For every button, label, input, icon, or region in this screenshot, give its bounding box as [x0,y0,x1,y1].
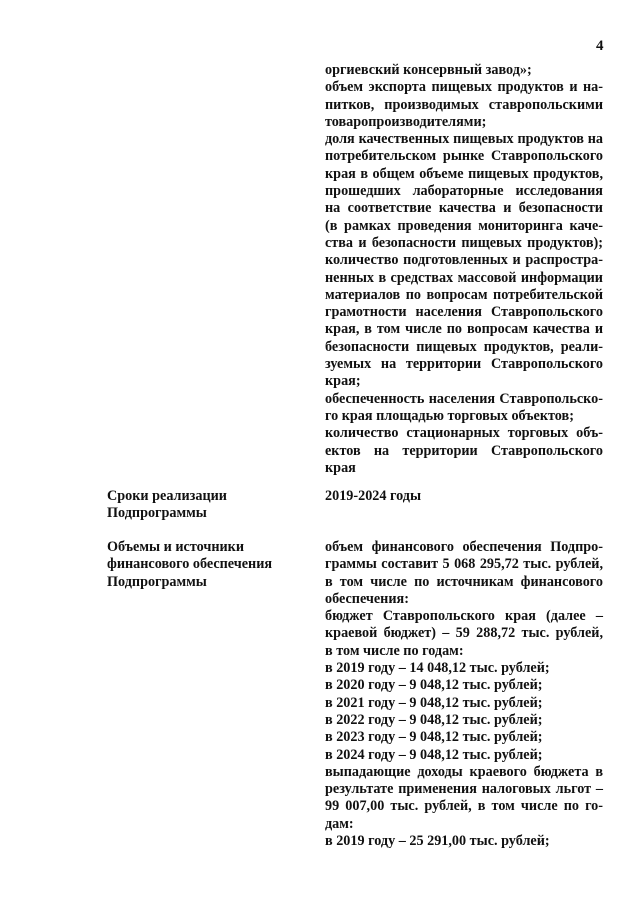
funding-text-block [325,539,603,850]
period-label [107,488,317,523]
text-line: потребительском рынке Ставропольского [325,148,603,165]
text-line: ектов на территории Ставропольского [325,442,603,459]
period-label-line: Подпрограммы [107,505,207,522]
text-line: грамотности населения Ставропольского [325,304,603,321]
funding-line: в том числе по годам: [325,642,464,659]
funding-line: в 2023 году – 9 048,12 тыс. рублей; [325,729,543,746]
funding-line: в 2019 году – 14 048,12 тыс. рублей; [325,660,550,677]
funding-line: 99 007,00 тыс. рублей, в том числе по го- [325,798,603,815]
funding-label-line: Объемы и источники [107,539,245,555]
text-line: края [325,459,356,476]
text-line: на соответствие качества и безопасности [325,200,603,217]
funding-line: результате применения налоговых льгот – [325,781,603,798]
indicators-text-block [325,62,603,477]
text-line: питков, производимых ставропольскими [325,96,603,113]
text-line: обеспеченность населения Ставропольско- [325,390,603,407]
funding-line: в 2020 году – 9 048,12 тыс. рублей; [325,677,543,694]
funding-line: дам: [325,815,354,832]
page-number: 4 [596,38,604,54]
text-line: количество стационарных торговых объ- [325,425,603,442]
period-value: 2019-2024 годы [325,488,422,504]
text-line: материалов по вопросам потребительской [325,286,603,303]
text-line: доля качественных пищевых продуктов на [325,131,603,148]
text-line: края; [325,373,361,390]
funding-label [107,539,317,591]
text-line: товаропроизводителями; [325,113,487,130]
funding-line: выпадающие доходы краевого бюджета в [325,763,603,780]
text-line: ства и безопасности пищевых продуктов); [325,234,603,251]
text-line: оргиевский консервный завод»; [325,62,532,78]
text-line: края, в том числе по вопросам качества и [325,321,603,338]
text-line: края в общем объеме пищевых продуктов, [325,165,603,182]
text-line: количество подготовленных и распростра- [325,252,603,269]
funding-line: краевой бюджет) – 59 288,72 тыс. рублей, [325,625,603,642]
funding-label-line: финансового обеспечения [107,556,273,573]
text-line: го края площадью торговых объектов; [325,407,574,424]
funding-line: объем финансового обеспечения Подпро- [325,539,603,555]
text-line: зуемых на территории Ставропольского [325,356,603,373]
text-line: прошедших лабораторные исследования [325,183,603,200]
funding-line: в 2022 году – 9 048,12 тыс. рублей; [325,711,543,728]
text-line: объем экспорта пищевых продуктов и на- [325,79,603,96]
funding-line: в том числе по источникам финансового [325,573,603,590]
funding-line: обеспечения: [325,590,409,607]
period-label-line: Сроки реализации [107,488,227,504]
text-line: (в рамках проведения мониторинга каче- [325,217,603,234]
text-line: безопасности пищевых продуктов, реали- [325,338,603,355]
funding-line: в 2019 году – 25 291,00 тыс. рублей; [325,833,550,850]
funding-line: бюджет Ставропольского края (далее – [325,608,603,625]
text-line: ненных в средствах массовой информации [325,269,603,286]
funding-label-line: Подпрограммы [107,573,207,590]
funding-line: в 2021 году – 9 048,12 тыс. рублей; [325,694,543,711]
period-value-block [325,488,603,505]
funding-line: граммы составит 5 068 295,72 тыс. рублей, [325,556,603,573]
funding-line: в 2024 году – 9 048,12 тыс. рублей; [325,746,543,763]
